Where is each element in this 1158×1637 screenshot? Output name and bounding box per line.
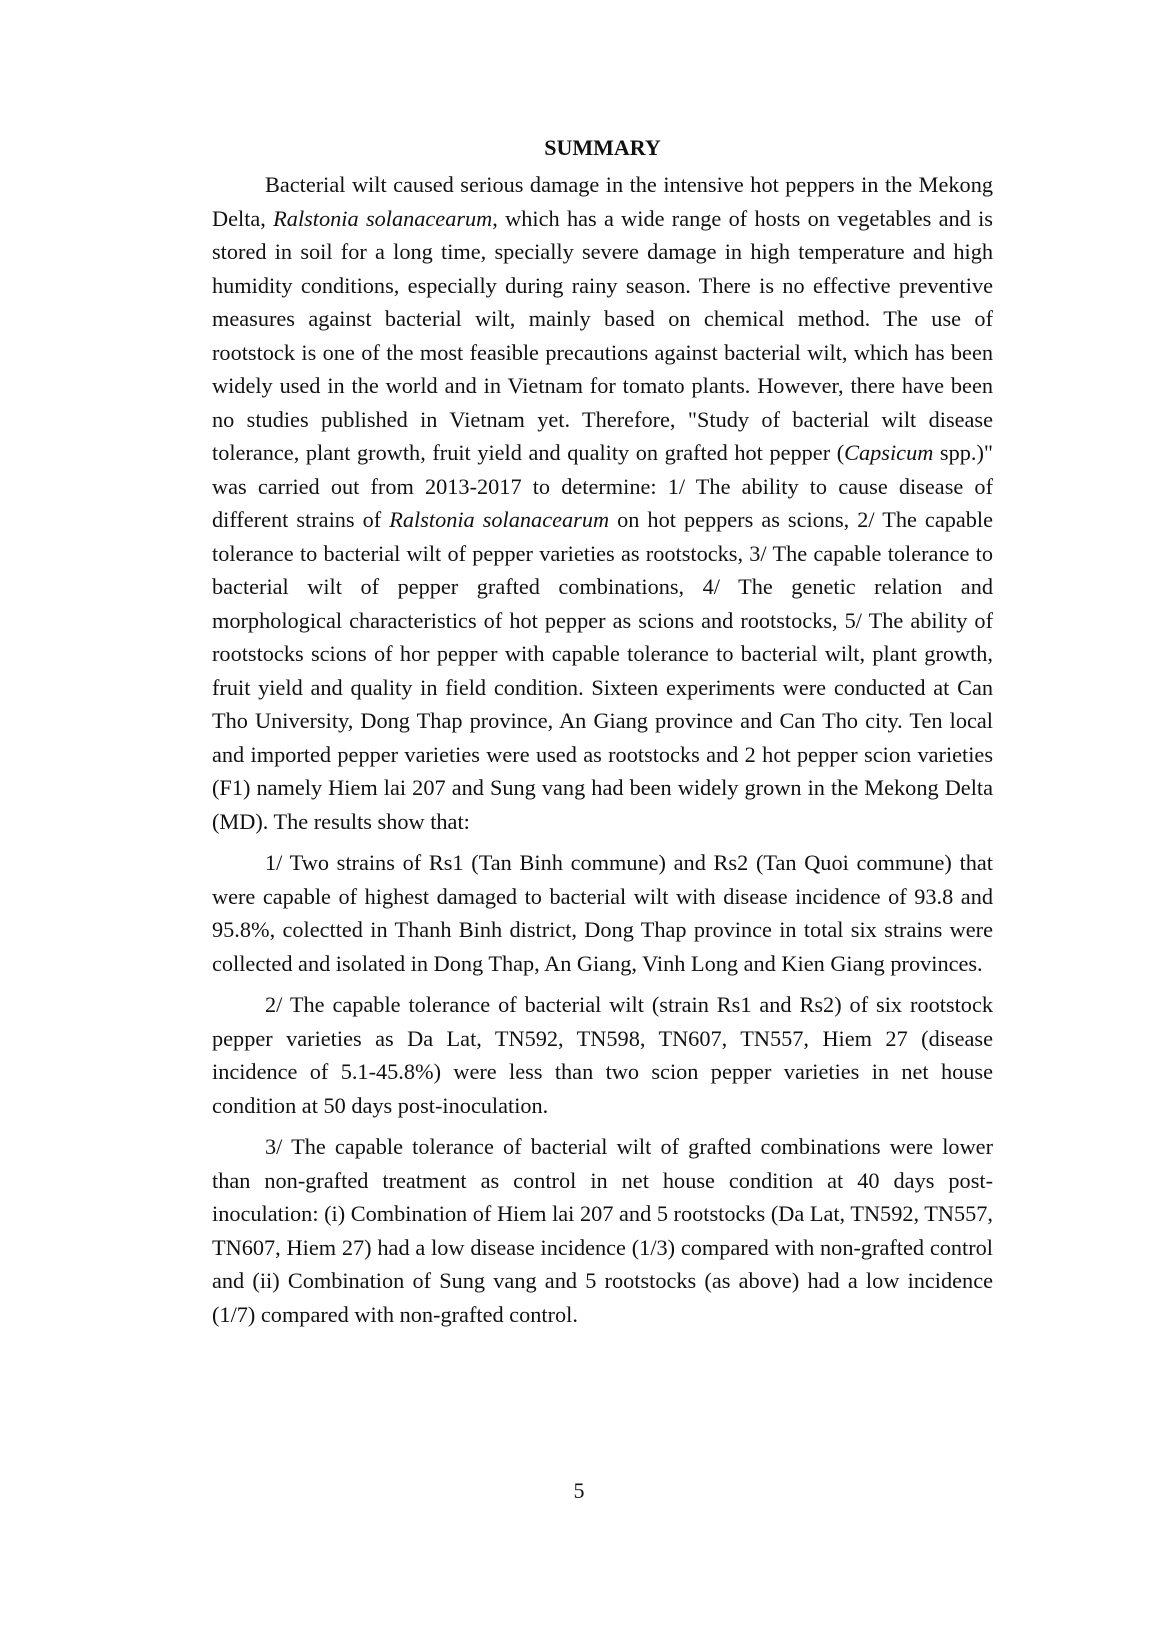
page-title: SUMMARY (544, 135, 661, 160)
text-segment: , which has a wide range of hosts on vegetables and is stored in soil for a long time, specially severe damage in high temperature and high humidity conditions, especially during rainy season. There is no effective preventive measures against bacterial wilt, mainly based on chemical method. The use of rootstock is one of the most feasible precautions against bacterial wilt, which has been widely used in the world and in Vietnam for tomato plants. However, there have been no studies published in Vietnam yet. Therefore, "Study of bacterial wilt disease tolerance, plant growth, fruit yield and quality on grafted hot pepper ( (212, 205, 993, 465)
paragraph-result-1 (212, 846, 993, 980)
paragraph-intro (212, 168, 993, 838)
text-segment: 2/ The capable tolerance of bacterial wilt (strain Rs1 and Rs2) of six rootstock pepper varieties as Da Lat, TN592, TN598, TN607, TN557, Hiem 27 (disease incidence of 5.1-45.8%) were less than two scion pepper varieties in net house condition at 50 days post-inoculation. (212, 992, 993, 1118)
page-number: 5 (573, 1478, 585, 1503)
italic-species-name: Ralstonia solanacearum (273, 205, 493, 231)
text-segment: 3/ The capable tolerance of bacterial wilt of grafted combinations were lower than non-grafted treatment as control in net house condition at 40 days post-inoculation: (i) Combination of Hiem lai 207 and 5 rootstocks (Da Lat, TN592, TN557, TN607, Hiem 27) had a low disease incidence (1/3) compared with non-grafted control and (ii) Combination of Sung vang and 5 rootstocks (as above) had a low incidence (1/7) compared with non-grafted control. (212, 1134, 993, 1327)
italic-species-name: Ralstonia solanacearum (389, 507, 610, 532)
text-segment: 1/ Two strains of Rs1 (Tan Binh commune) and Rs2 (Tan Quoi commune) that were capable of highest damaged to bacterial wilt with disease incidence of 93.8 and 95.8%, colectted in Thanh Binh district, Dong Thap province in total six strains were collected and isolated in Dong Thap, An Giang, Vinh Long and Kien Giang provinces. (212, 850, 993, 976)
document-page (212, 132, 993, 1331)
paragraph-result-3 (212, 1130, 993, 1331)
italic-genus-name: Capsicum (844, 440, 934, 465)
text-segment: on hot peppers as scions, 2/ The capable tolerance to bacterial wilt of pepper varieties as rootstocks, 3/ The capable tolerance to bacterial wilt of pepper grafted combinations, 4/ The genetic relation and morphological characteristics of hot pepper as scions and rootstocks, 5/ The ability of rootstocks scions of hor pepper with capable tolerance to bacterial wilt, plant growth, fruit yield and quality in field condition. Sixteen experiments were conducted at Can Tho University, Dong Thap province, An Giang province and Can Tho city. Ten local and imported pepper varieties were used as rootstocks and 2 hot pepper scion varieties (F1) namely Hiem lai 207 and Sung vang had been widely grown in the Mekong Delta (MD). The results show that: (212, 507, 993, 834)
paragraph-result-2 (212, 988, 993, 1122)
text-segment: spp.)" was carried out from 2013-2017 to determine: 1/ The ability to cause disease of different strains of (212, 440, 994, 532)
text-segment: Bacterial wilt caused serious damage in the intensive hot peppers in the Mekong Delta, (212, 172, 993, 231)
